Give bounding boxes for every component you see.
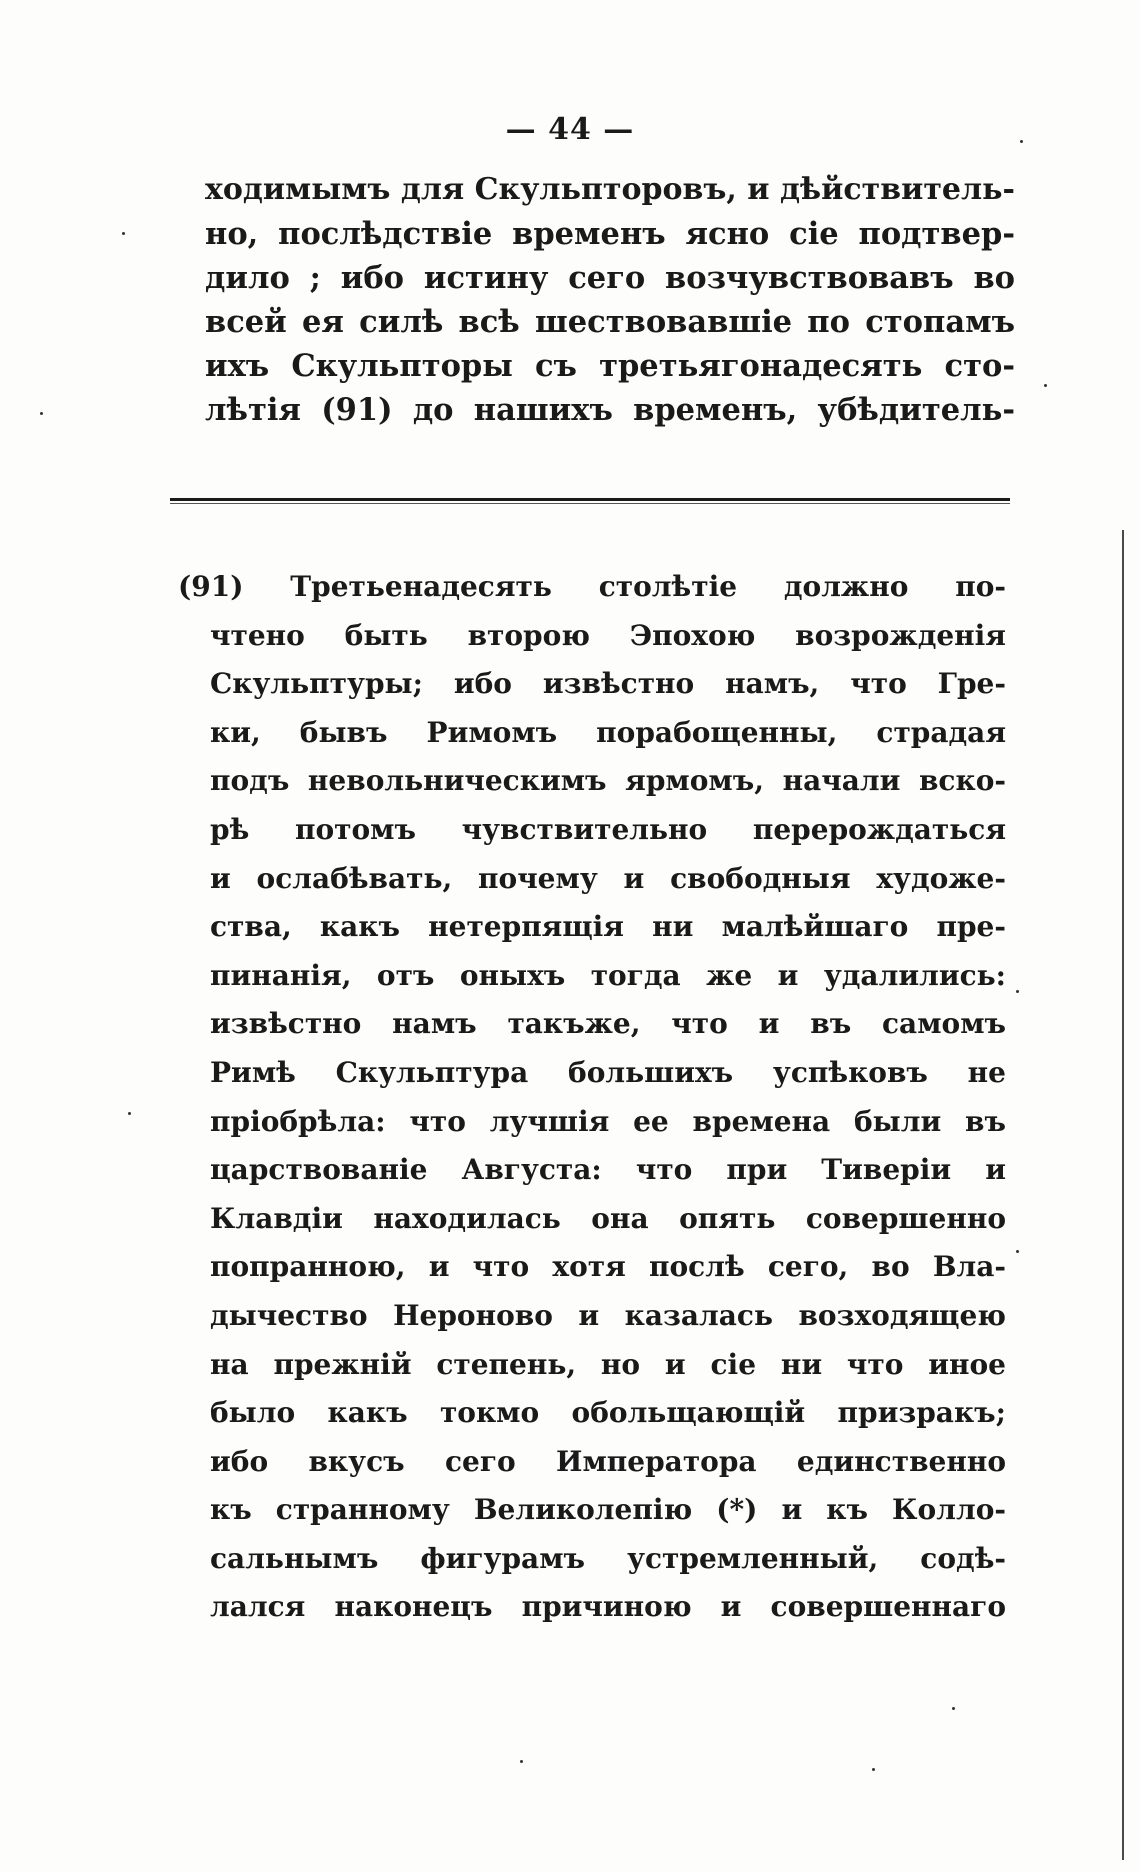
- footnote-line: дычество Нероново и казалась возходящею: [210, 1298, 1006, 1332]
- speck: [872, 1768, 875, 1771]
- main-text-line: лѣтія (91) до нашихъ временъ, убѣдитель-: [205, 392, 1015, 428]
- speck: [1020, 140, 1023, 143]
- footnote-line: пріобрѣла: что лучшія ее времена были въ: [210, 1104, 1006, 1138]
- main-text-line: дило ; ибо истину сего возчувствовавъ во: [205, 260, 1015, 296]
- speck: [520, 1760, 523, 1763]
- speck: [122, 232, 125, 235]
- footnote-line: ибо вкусъ сего Императора единственно: [210, 1444, 1006, 1478]
- footnote-line: къ странному Великолепію (*) и къ Колло-: [210, 1493, 1006, 1527]
- footnote-block: [178, 563, 1006, 1632]
- speck: [952, 1707, 955, 1710]
- footnote-line: попранною, и что хотя послѣ сего, во Вла-: [210, 1250, 1006, 1284]
- footnote-line: Римѣ Скульптура большихъ успѣковъ не: [210, 1055, 1006, 1089]
- footnote-line: чтено быть второю Эпохою возрожденія: [210, 618, 1006, 652]
- speck: [1016, 1250, 1019, 1253]
- footnote-line: пинанія, отъ оныхъ тогда же и удалились:: [210, 958, 1006, 992]
- footnote-line: было какъ токмо обольщающій призракъ;: [210, 1396, 1006, 1430]
- footnote-line: на прежній степень, но и сіе ни что иное: [210, 1347, 1006, 1381]
- footnote-line: Скульптуры; ибо извѣстно намъ, что Гре-: [210, 667, 1006, 701]
- footnote-line: лался наконецъ причиною и совершеннаго: [210, 1590, 1006, 1624]
- page-edge-line: [1122, 530, 1124, 1860]
- main-text-line: всей ея силѣ всѣ шествовавшіе по стопамъ: [205, 304, 1015, 340]
- main-text-line: ходимымъ для Скульпторовъ, и дѣйствитель-: [205, 172, 1015, 207]
- page-number: — 44 —: [505, 112, 635, 147]
- main-text-block: [205, 168, 1015, 432]
- speck: [1016, 990, 1019, 993]
- main-text-line: ихъ Скульпторы съ третьягонадесять сто-: [205, 348, 1015, 384]
- footnote-line: подъ невольническимъ ярмомъ, начали вско-: [210, 764, 1006, 798]
- speck: [128, 1112, 131, 1115]
- footnote-line: ки, бывъ Римомъ порабощенны, страдая: [210, 715, 1006, 749]
- footnote-separator-rule: [170, 498, 1010, 504]
- footnote-line: сальнымъ фигурамъ устремленный, содѣ-: [210, 1541, 1006, 1575]
- main-text-line: но, послѣдствіе временъ ясно сіе подтвер-: [205, 216, 1015, 252]
- footnote-line: извѣстно намъ такъже, что и въ самомъ: [210, 1007, 1006, 1041]
- footnote-line: рѣ потомъ чувствительно перерождаться: [210, 812, 1006, 846]
- footnote-line: Клавдіи находилась она опять совершенно: [210, 1201, 1006, 1235]
- speck: [1044, 384, 1047, 387]
- speck: [40, 412, 43, 415]
- footnote-line: и ослабѣвать, почему и свободныя художе-: [210, 861, 1006, 895]
- footnote-line: ства, какъ нетерпящія ни малѣйшаго пре-: [210, 910, 1006, 944]
- footnote-line: (91) Третьенадесять столѣтіе должно по-: [178, 570, 1006, 603]
- footnote-line: царствованіе Августа: что при Тиверіи и: [210, 1153, 1006, 1187]
